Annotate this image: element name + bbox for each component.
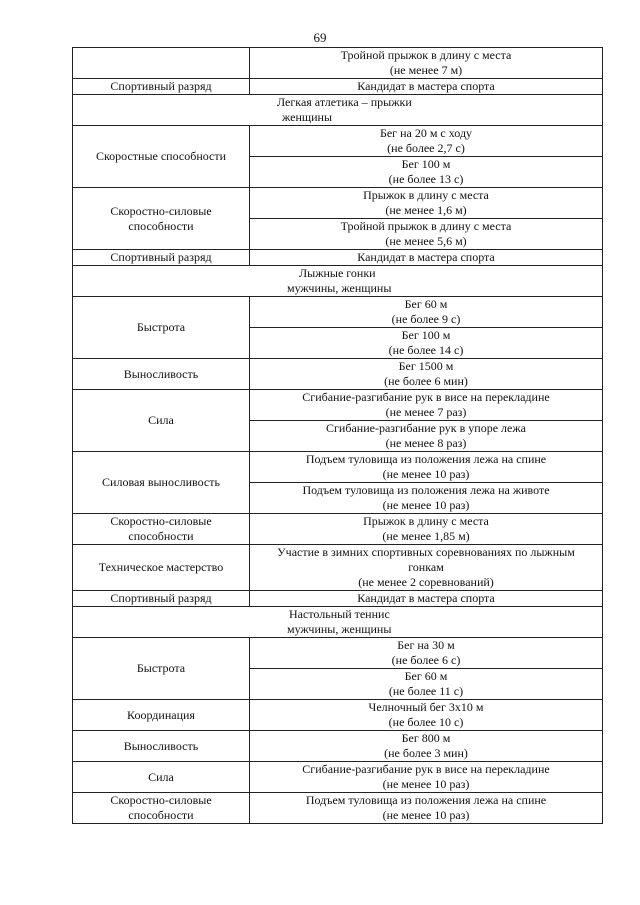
table-row — [73, 79, 603, 95]
test-name: Сгибание-разгибание рук в висе на перекладине — [302, 390, 550, 404]
table-row — [73, 48, 603, 79]
test-name: Бег 800 м — [401, 731, 451, 745]
table-row — [73, 591, 603, 607]
test-name: Подъем туловища из положения лежа на спине — [305, 793, 547, 807]
category-cell — [73, 188, 250, 250]
test-norm: (не более 13 с) — [388, 172, 464, 186]
test-norm: (не менее 8 раз) — [385, 436, 467, 450]
test-norm: (не менее 10 раз) — [382, 777, 470, 791]
test-name: Подъем туловища из положения лежа на спине — [305, 452, 547, 466]
category-cell: Быстрота — [73, 638, 250, 700]
section-title: Настольный теннис — [289, 607, 390, 621]
test-name: Бег 100 м — [401, 328, 451, 342]
table-row — [73, 126, 603, 157]
test-cell — [250, 762, 603, 793]
test-cell: Кандидат в мастера спорта — [250, 79, 603, 95]
test-cell — [250, 793, 603, 824]
category-cell: Сила — [73, 762, 250, 793]
category-cell — [73, 793, 250, 824]
test-cell — [250, 390, 603, 421]
category-line: Скоростно-силовые — [110, 514, 212, 528]
test-name: Бег на 20 м с ходу — [379, 126, 473, 140]
test-name: Сгибание-разгибание рук в упоре лежа — [326, 421, 526, 435]
test-cell — [250, 48, 603, 79]
category-cell: Спортивный разряд — [73, 250, 250, 266]
table-row — [73, 390, 603, 421]
category-cell: Спортивный разряд — [73, 591, 250, 607]
test-norm: (не менее 10 раз) — [382, 498, 470, 512]
category-cell: Координация — [73, 700, 250, 731]
test-norm: (не менее 7 раз) — [385, 405, 467, 419]
table-row — [73, 250, 603, 266]
test-name: Бег на 30 м — [397, 638, 455, 652]
test-name: Тройной прыжок в длину с места — [340, 219, 512, 233]
test-name: Прыжок в длину с места — [363, 514, 489, 528]
test-cell — [250, 188, 603, 219]
table-row — [73, 638, 603, 669]
table-row — [73, 700, 603, 731]
test-cell — [250, 452, 603, 483]
test-cell — [250, 483, 603, 514]
test-norm: (не более 9 с) — [391, 312, 461, 326]
test-norm: (не менее 1,85 м) — [382, 529, 470, 543]
table-row — [73, 359, 603, 390]
test-cell — [250, 669, 603, 700]
table-row — [73, 545, 603, 591]
category-cell: Спортивный разряд — [73, 79, 250, 95]
category-cell: Быстрота — [73, 297, 250, 359]
test-norm: (не более 6 с) — [391, 653, 461, 667]
test-name: Бег 60 м — [404, 669, 448, 683]
category-cell: Скоростные способности — [73, 126, 250, 188]
test-norm: (не более 6 мин) — [384, 374, 468, 388]
category-cell: Техническое мастерство — [73, 545, 250, 591]
category-cell — [73, 514, 250, 545]
page-number: 69 — [313, 30, 327, 45]
test-norm: (не менее 5,6 м) — [385, 234, 467, 248]
category-line: способности — [128, 529, 194, 543]
category-cell: Выносливость — [73, 359, 250, 390]
test-name: Сгибание-разгибание рук в висе на перекладине — [302, 762, 550, 776]
section-title: Лыжные гонки — [299, 266, 376, 280]
section-row — [73, 266, 603, 297]
section-heading — [73, 95, 603, 126]
table-row — [73, 793, 603, 824]
test-cell — [250, 359, 603, 390]
category-cell: Силовая выносливость — [73, 452, 250, 514]
test-name: Челночный бег 3x10 м — [368, 700, 484, 714]
test-norm: (не более 3 мин) — [384, 746, 468, 760]
table-row — [73, 188, 603, 219]
test-name: Подъем туловища из положения лежа на животе — [302, 483, 550, 497]
section-title: Легкая атлетика – прыжки — [277, 95, 412, 109]
test-cell — [250, 421, 603, 452]
test-name: Прыжок в длину с места — [363, 188, 489, 202]
test-cell — [250, 638, 603, 669]
table-row — [73, 514, 603, 545]
test-cell — [250, 328, 603, 359]
section-heading — [73, 266, 603, 297]
test-cell — [250, 219, 603, 250]
table-row — [73, 731, 603, 762]
test-name-continued: гонкам — [408, 560, 444, 574]
section-heading — [73, 607, 603, 638]
test-name: Участие в зимних спортивных соревнованиях по лыжным — [277, 545, 575, 559]
test-norm: (не более 10 с) — [388, 715, 464, 729]
test-name: Бег 1500 м — [398, 359, 454, 373]
table-row — [73, 452, 603, 483]
test-cell: Кандидат в мастера спорта — [250, 591, 603, 607]
test-cell — [250, 545, 603, 591]
test-cell: Кандидат в мастера спорта — [250, 250, 603, 266]
category-line: способности — [128, 808, 194, 822]
test-norm: (не более 11 с) — [388, 684, 464, 698]
test-cell — [250, 514, 603, 545]
test-name: Бег 60 м — [404, 297, 448, 311]
section-subtitle: женщины — [282, 110, 333, 124]
test-cell — [250, 297, 603, 328]
section-row — [73, 95, 603, 126]
test-cell — [250, 700, 603, 731]
test-norm: (не менее 2 соревнований) — [358, 575, 494, 589]
category-cell: Выносливость — [73, 731, 250, 762]
test-norm: (не менее 7 м) — [389, 63, 463, 77]
category-line: способности — [128, 218, 194, 233]
category-cell: Сила — [73, 390, 250, 452]
test-norm: (не менее 10 раз) — [382, 808, 470, 822]
test-name: Бег 100 м — [401, 157, 451, 171]
table-row — [73, 297, 603, 328]
test-cell — [250, 157, 603, 188]
test-name: Тройной прыжок в длину с места — [340, 48, 512, 62]
test-norm: (не более 14 с) — [388, 343, 464, 357]
test-norm: (не менее 10 раз) — [382, 467, 470, 481]
section-row — [73, 607, 603, 638]
test-cell — [250, 731, 603, 762]
standards-table — [72, 47, 603, 824]
test-norm: (не менее 1,6 м) — [385, 203, 467, 217]
category-cell — [73, 48, 250, 79]
table-row — [73, 762, 603, 793]
test-cell — [250, 126, 603, 157]
section-subtitle: мужчины, женщины — [287, 281, 392, 295]
category-line: Скоростно-силовые — [110, 203, 212, 218]
category-line: Скоростно-силовые — [110, 793, 212, 807]
section-subtitle: мужчины, женщины — [287, 622, 392, 636]
test-norm: (не более 2,7 с) — [387, 141, 465, 155]
